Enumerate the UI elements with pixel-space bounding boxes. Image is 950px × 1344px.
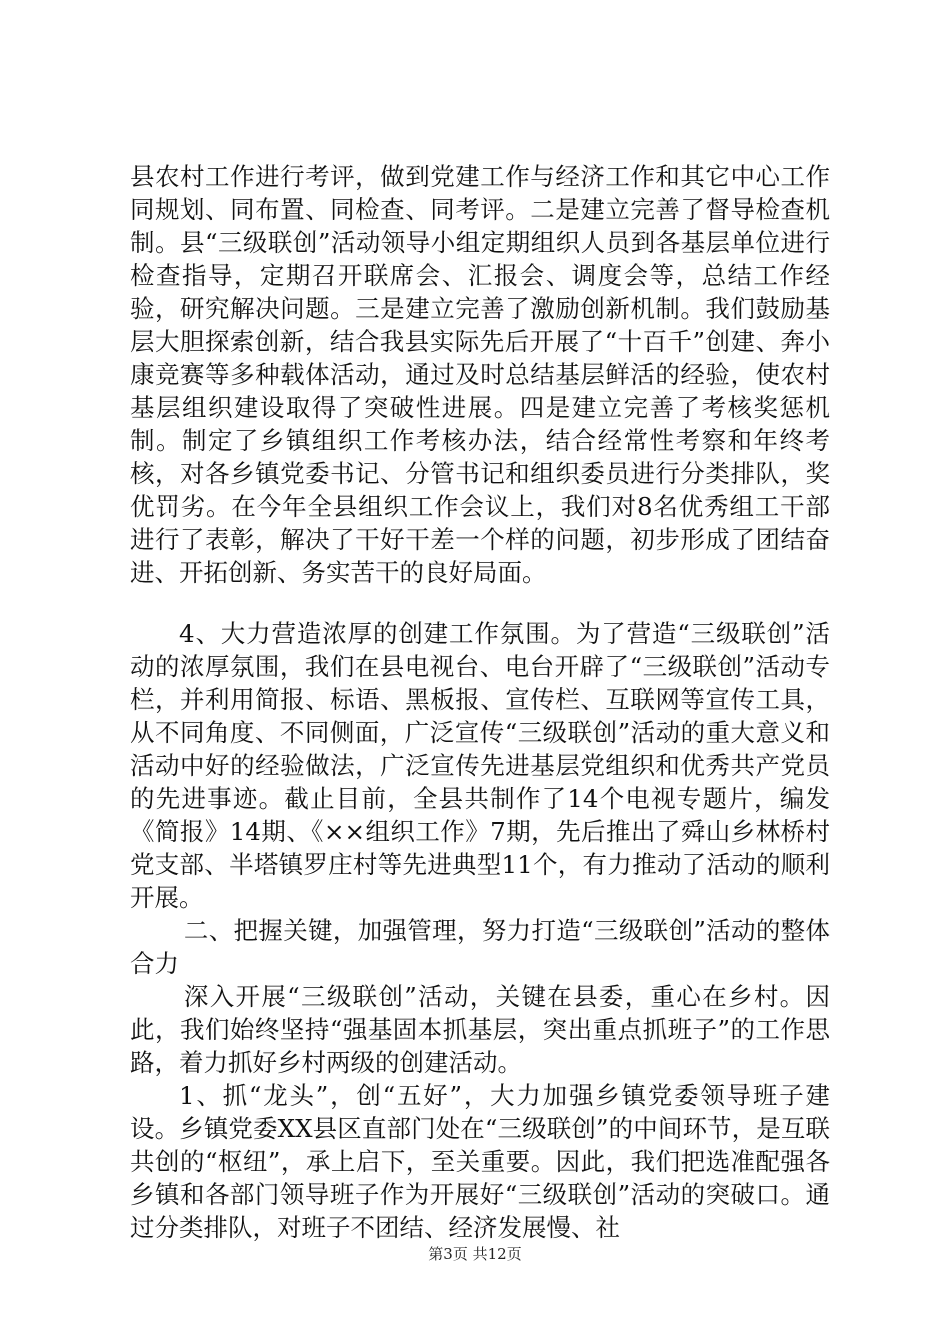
section-heading-two: 二、把握关键，加强管理，努力打造“三级联创”活动的整体合力 <box>130 916 830 978</box>
document-body <box>130 160 830 1244</box>
paragraph-atmosphere: 4、大力营造浓厚的创建工作氛围。为了营造“三级联创”活动的浓厚氛围，我们在县电视台、电台开辟了“三级联创”活动专栏，并利用简报、标语、黑板报、宣传栏、互联网等宣传工具，从不同角度、不同侧面，广泛宣传“三级联创”活动的重大意义和活动中好的经验做法，广泛宣传先进基层党组织和优秀共产党员的先进事迹。截止目前，全县共制作了14个电视专题片，编发《简报》14期、《××组织工作》7期，先后推出了舜山乡林桥村党支部、半塔镇罗庄村等先进典型11个，有力推动了活动的顺利开展。 <box>130 619 830 912</box>
paragraph-leadership: 1、抓“龙头”，创“五好”，大力加强乡镇党委领导班子建设。乡镇党委XX县区直部门处在“三级联创”的中间环节，是互联共创的“枢纽”，承上启下，至关重要。因此，我们把选准配强各乡镇和各部门领导班子作为开展好“三级联创”活动的突破口。通过分类排队，对班子不团结、经济发展慢、社 <box>130 1081 830 1242</box>
paragraph-mechanisms: 县农村工作进行考评，做到党建工作与经济工作和其它中心工作同规划、同布置、同检查、同考评。二是建立完善了督导检查机制。县“三级联创”活动领导小组定期组织人员到各基层单位进行检查指导，定期召开联席会、汇报会、调度会等，总结工作经验，研究解决问题。三是建立完善了激励创新机制。我们鼓励基层大胆探索创新，结合我县实际先后开展了“十百千”创建、奔小康竞赛等多种载体活动，通过及时总结基层鲜活的经验，使农村基层组织建设取得了突破性进展。四是建立完善了考核奖惩机制。制定了乡镇组织工作考核办法，结合经常性考察和年终考核，对各乡镇党委书记、分管书记和组织委员进行分类排队，奖优罚劣。在今年全县组织工作会议上，我们对8名优秀组工干部进行了表彰，解决了干好干差一个样的问题，初步形成了团结奋进、开拓创新、务实苦干的良好局面。 <box>130 162 830 587</box>
page-number-footer: 第3页 共12页 <box>428 1245 522 1263</box>
paragraph-key-focus: 深入开展“三级联创”活动，关键在县委，重心在乡村。因此，我们始终坚持“强基固本抓基层，突出重点抓班子”的工作思路，着力抓好乡村两级的创建活动。 <box>130 982 830 1077</box>
